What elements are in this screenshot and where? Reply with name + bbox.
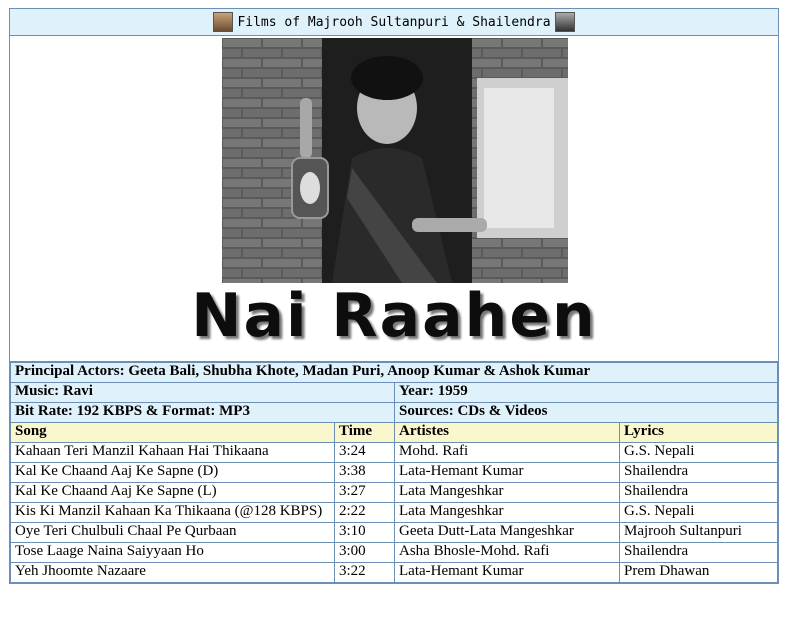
song-artistes: Lata Mangeshkar xyxy=(395,483,620,503)
song-time: 3:24 xyxy=(335,443,395,463)
table-row xyxy=(11,523,778,543)
song-lyricist: G.S. Nepali xyxy=(620,443,778,463)
header-time: Time xyxy=(335,423,395,443)
song-lyricist: G.S. Nepali xyxy=(620,503,778,523)
song-title: Kahaan Teri Manzil Kahaan Hai Thikaana xyxy=(11,443,335,463)
song-artistes: Geeta Dutt-Lata Mangeshkar xyxy=(395,523,620,543)
song-time: 3:22 xyxy=(335,563,395,583)
song-lyricist: Majrooh Sultanpuri xyxy=(620,523,778,543)
shailendra-avatar xyxy=(555,12,575,32)
song-title: Oye Teri Chulbuli Chaal Pe Qurbaan xyxy=(11,523,335,543)
song-artistes: Lata-Hemant Kumar xyxy=(395,463,620,483)
header-title: Films of Majrooh Sultanpuri & Shailendra xyxy=(237,14,551,30)
song-title: Kis Ki Manzil Kahaan Ka Thikaana (@128 KBPS) xyxy=(11,503,335,523)
table-row xyxy=(11,503,778,523)
song-title: Yeh Jhoomte Nazaare xyxy=(11,563,335,583)
song-artistes: Lata Mangeshkar xyxy=(395,503,620,523)
film-card xyxy=(9,8,779,584)
bit-rate: Bit Rate: 192 KBPS & Format: MP3 xyxy=(11,403,395,423)
info-row-bitrate-sources xyxy=(11,403,778,423)
film-still-photo xyxy=(222,38,568,283)
info-row-music-year xyxy=(11,383,778,403)
song-lyricist: Shailendra xyxy=(620,463,778,483)
principal-actors: Principal Actors: Geeta Bali, Shubha Khote, Madan Puri, Anoop Kumar & Ashok Kumar xyxy=(11,363,778,383)
song-time: 3:27 xyxy=(335,483,395,503)
header-song: Song xyxy=(11,423,335,443)
table-row xyxy=(11,543,778,563)
card-header xyxy=(10,9,778,36)
song-title: Tose Laage Naina Saiyyaan Ho xyxy=(11,543,335,563)
info-row-actors xyxy=(11,363,778,383)
song-title: Kal Ke Chaand Aaj Ke Sapne (L) xyxy=(11,483,335,503)
release-year: Year: 1959 xyxy=(395,383,778,403)
table-row xyxy=(11,563,778,583)
song-time: 2:22 xyxy=(335,503,395,523)
table-row xyxy=(11,443,778,463)
header-lyrics: Lyrics xyxy=(620,423,778,443)
song-artistes: Mohd. Rafi xyxy=(395,443,620,463)
film-info-table xyxy=(10,362,778,583)
song-time: 3:38 xyxy=(335,463,395,483)
music-director: Music: Ravi xyxy=(11,383,395,403)
song-lyricist: Shailendra xyxy=(620,483,778,503)
sources: Sources: CDs & Videos xyxy=(395,403,778,423)
song-time: 3:10 xyxy=(335,523,395,543)
header-artistes: Artistes xyxy=(395,423,620,443)
song-lyricist: Shailendra xyxy=(620,543,778,563)
song-artistes: Lata-Hemant Kumar xyxy=(395,563,620,583)
song-time: 3:00 xyxy=(335,543,395,563)
table-row xyxy=(11,483,778,503)
table-row xyxy=(11,463,778,483)
song-title: Kal Ke Chaand Aaj Ke Sapne (D) xyxy=(11,463,335,483)
majrooh-avatar xyxy=(213,12,233,32)
song-artistes: Asha Bhosle-Mohd. Rafi xyxy=(395,543,620,563)
song-table-header xyxy=(11,423,778,443)
song-lyricist: Prem Dhawan xyxy=(620,563,778,583)
film-title: Nai Raahen xyxy=(191,281,597,351)
film-poster xyxy=(10,36,778,362)
